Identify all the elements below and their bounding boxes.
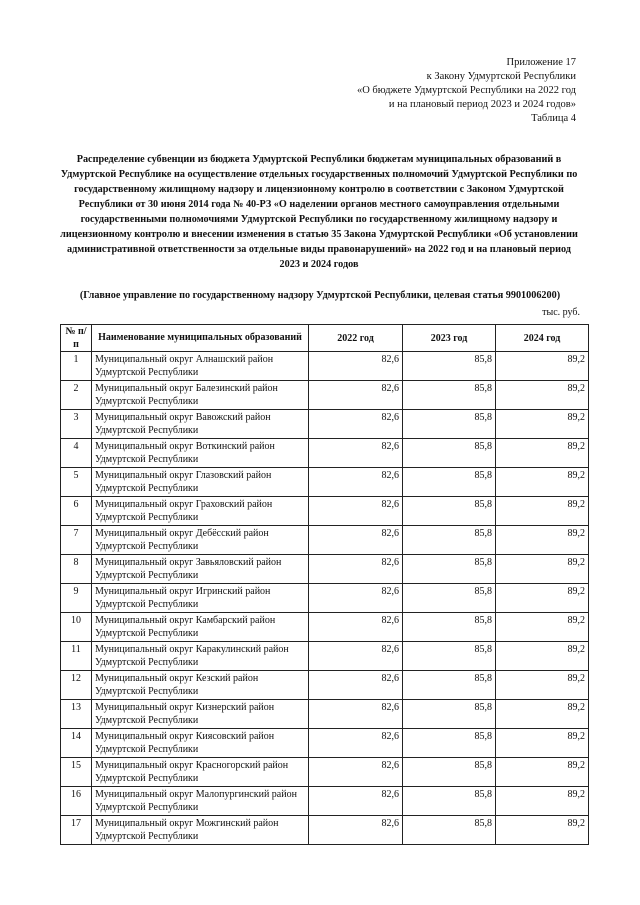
row-number: 15 [61, 758, 92, 787]
value-2024: 89,2 [496, 381, 589, 410]
table-row [61, 816, 589, 845]
subvention-table [60, 324, 589, 845]
row-number: 3 [61, 410, 92, 439]
value-2022: 82,6 [309, 758, 403, 787]
value-2022: 82,6 [309, 729, 403, 758]
value-2023: 85,8 [403, 613, 496, 642]
municipality-name: Муниципальный округ Камбарский район Удмуртской Республики [92, 613, 309, 642]
table-row [61, 439, 589, 468]
value-2024: 89,2 [496, 700, 589, 729]
table-row [61, 526, 589, 555]
row-number: 8 [61, 555, 92, 584]
appendix-header [246, 56, 576, 126]
value-2024: 89,2 [496, 642, 589, 671]
municipality-name: Муниципальный округ Вавожский район Удмуртской Республики [92, 410, 309, 439]
municipality-name: Муниципальный округ Кезский район Удмуртской Республики [92, 671, 309, 700]
table-row [61, 642, 589, 671]
value-2024: 89,2 [496, 787, 589, 816]
table-row [61, 410, 589, 439]
header-name: Наименование муниципальных образований [92, 325, 309, 352]
table-row [61, 352, 589, 381]
table-row [61, 584, 589, 613]
row-number: 16 [61, 787, 92, 816]
row-number: 11 [61, 642, 92, 671]
row-number: 17 [61, 816, 92, 845]
unit-label: тыс. руб. [542, 307, 580, 318]
municipality-name: Муниципальный округ Игринский район Удмуртской Республики [92, 584, 309, 613]
row-number: 12 [61, 671, 92, 700]
value-2023: 85,8 [403, 468, 496, 497]
header-2022: 2022 год [309, 325, 403, 352]
value-2022: 82,6 [309, 352, 403, 381]
municipality-name: Муниципальный округ Дебёсский район Удмуртской Республики [92, 526, 309, 555]
value-2024: 89,2 [496, 526, 589, 555]
value-2024: 89,2 [496, 352, 589, 381]
value-2022: 82,6 [309, 439, 403, 468]
header-2024: 2024 год [496, 325, 589, 352]
value-2023: 85,8 [403, 671, 496, 700]
value-2022: 82,6 [309, 613, 403, 642]
value-2024: 89,2 [496, 671, 589, 700]
row-number: 2 [61, 381, 92, 410]
value-2022: 82,6 [309, 526, 403, 555]
municipality-name: Муниципальный округ Можгинский район Удмуртской Республики [92, 816, 309, 845]
value-2022: 82,6 [309, 671, 403, 700]
value-2024: 89,2 [496, 439, 589, 468]
value-2023: 85,8 [403, 497, 496, 526]
value-2023: 85,8 [403, 758, 496, 787]
table-row [61, 729, 589, 758]
value-2024: 89,2 [496, 816, 589, 845]
value-2022: 82,6 [309, 381, 403, 410]
row-number: 1 [61, 352, 92, 381]
table-row [61, 468, 589, 497]
appendix-line-4: и на плановый период 2023 и 2024 годов» [388, 99, 576, 110]
value-2024: 89,2 [496, 555, 589, 584]
value-2023: 85,8 [403, 410, 496, 439]
header-2023: 2023 год [403, 325, 496, 352]
value-2024: 89,2 [496, 410, 589, 439]
municipality-name: Муниципальный округ Киясовский район Удмуртской Республики [92, 729, 309, 758]
document-title: Распределение субвенции из бюджета Удмуртской Республики бюджетам муниципальных образований в Удмуртской Республике на осуществление отдельных государственных полномочий Удмуртской Республики по государственному жилищному надзору и лицензионному контролю в соответствии с Законом Удмуртской Республики от 30 июня 2014 года № 40-РЗ «О наделении органов местного самоуправления отдельными государственными полномочиями Удмуртской Республики по государственному жилищному надзору и лицензионному контролю и внесении изменения в статью 35 Закона Удмуртской Республики «Об установлении административной ответственности за отдельные виды правонарушений» на 2022 год и на плановый период 2023 и 2024 годов [60, 154, 578, 270]
appendix-line-2: к Закону Удмуртской Республики [426, 71, 576, 82]
row-number: 5 [61, 468, 92, 497]
value-2023: 85,8 [403, 642, 496, 671]
value-2023: 85,8 [403, 700, 496, 729]
value-2024: 89,2 [496, 584, 589, 613]
row-number: 13 [61, 700, 92, 729]
table-row [61, 497, 589, 526]
table-row [61, 671, 589, 700]
value-2024: 89,2 [496, 468, 589, 497]
value-2022: 82,6 [309, 816, 403, 845]
table-row [61, 758, 589, 787]
value-2023: 85,8 [403, 787, 496, 816]
municipality-name: Муниципальный округ Красногорский район Удмуртской Республики [92, 758, 309, 787]
appendix-line-1: Приложение 17 [506, 57, 576, 68]
value-2024: 89,2 [496, 758, 589, 787]
municipality-name: Муниципальный округ Алнашский район Удмуртской Республики [92, 352, 309, 381]
table-header-row [61, 325, 589, 352]
row-number: 14 [61, 729, 92, 758]
value-2022: 82,6 [309, 700, 403, 729]
value-2022: 82,6 [309, 497, 403, 526]
value-2023: 85,8 [403, 729, 496, 758]
value-2022: 82,6 [309, 642, 403, 671]
municipality-name: Муниципальный округ Завьяловский район Удмуртской Республики [92, 555, 309, 584]
municipality-name: Муниципальный округ Кизнерский район Удмуртской Республики [92, 700, 309, 729]
table-row [61, 381, 589, 410]
row-number: 7 [61, 526, 92, 555]
value-2022: 82,6 [309, 787, 403, 816]
appendix-line-3: «О бюджете Удмуртской Республики на 2022 год [356, 85, 576, 96]
municipality-name: Муниципальный округ Граховский район Удмуртской Республики [92, 497, 309, 526]
value-2024: 89,2 [496, 497, 589, 526]
row-number: 9 [61, 584, 92, 613]
value-2022: 82,6 [309, 555, 403, 584]
municipality-name: Муниципальный округ Балезинский район Удмуртской Республики [92, 381, 309, 410]
row-number: 10 [61, 613, 92, 642]
header-num: № п/п [61, 325, 92, 352]
value-2022: 82,6 [309, 410, 403, 439]
value-2022: 82,6 [309, 468, 403, 497]
municipality-name: Муниципальный округ Малопургинский район Удмуртской Республики [92, 787, 309, 816]
value-2023: 85,8 [403, 439, 496, 468]
table-row [61, 700, 589, 729]
row-number: 6 [61, 497, 92, 526]
municipality-name: Муниципальный округ Глазовский район Удмуртской Республики [92, 468, 309, 497]
municipality-name: Муниципальный округ Каракулинский район Удмуртской Республики [92, 642, 309, 671]
value-2022: 82,6 [309, 584, 403, 613]
row-number: 4 [61, 439, 92, 468]
municipality-name: Муниципальный округ Воткинский район Удмуртской Республики [92, 439, 309, 468]
value-2023: 85,8 [403, 381, 496, 410]
table-row [61, 613, 589, 642]
value-2023: 85,8 [403, 352, 496, 381]
value-2023: 85,8 [403, 816, 496, 845]
table-row [61, 555, 589, 584]
table-label: Таблица 4 [531, 113, 576, 124]
value-2023: 85,8 [403, 526, 496, 555]
value-2023: 85,8 [403, 584, 496, 613]
document-subtitle: (Главное управление по государственному надзору Удмуртской Республики, целевая статья 9901006200) [79, 290, 561, 301]
value-2024: 89,2 [496, 613, 589, 642]
value-2024: 89,2 [496, 729, 589, 758]
value-2023: 85,8 [403, 555, 496, 584]
table-row [61, 787, 589, 816]
